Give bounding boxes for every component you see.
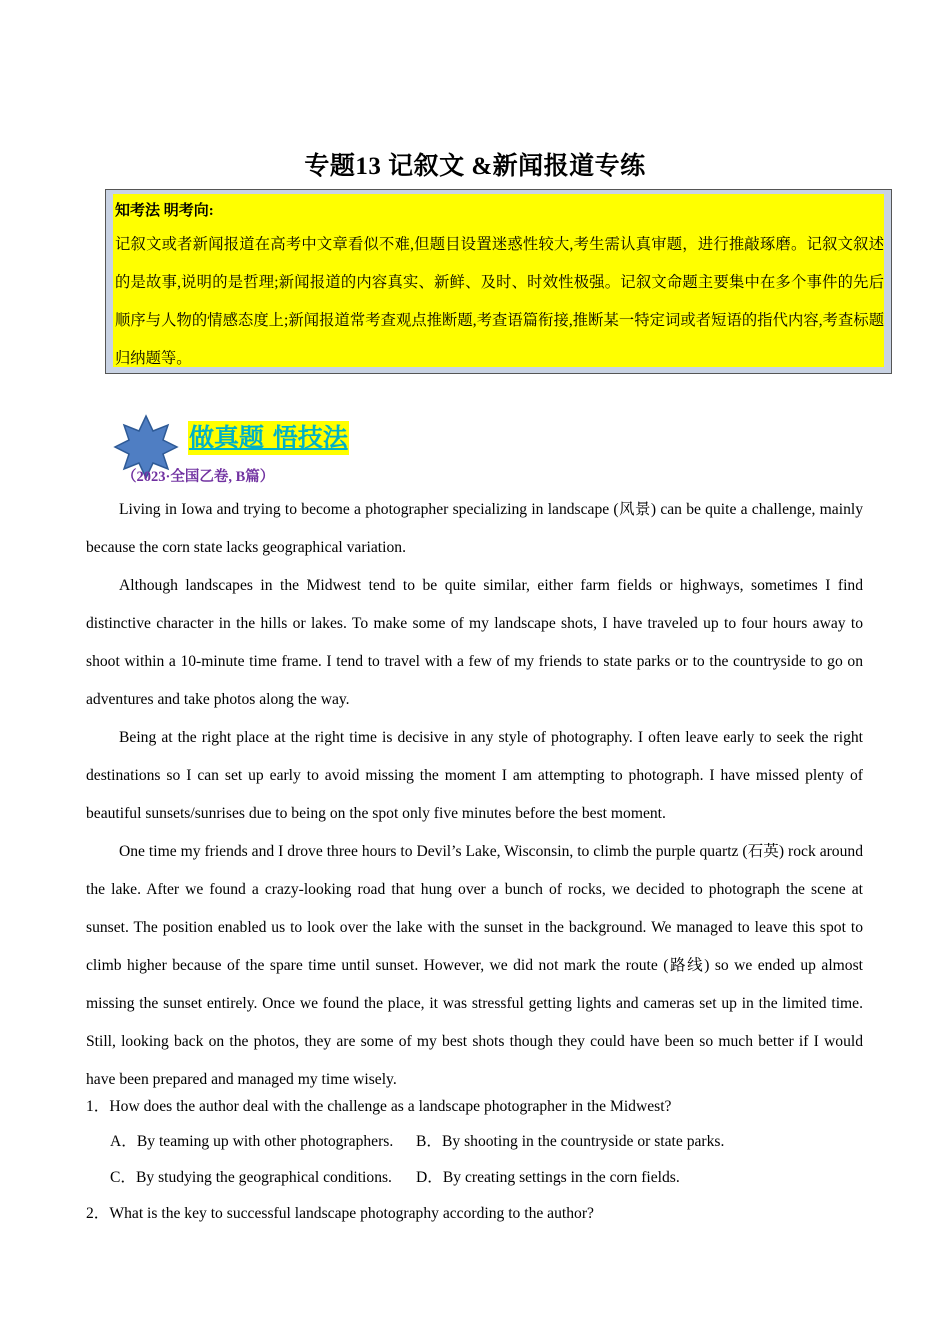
question-1-option-a: A．By teaming up with other photographers.	[110, 1133, 394, 1150]
question-1-option-b: B．By shooting in the countryside or state parks.	[416, 1133, 725, 1150]
passage-paragraph: One time my friends and I drove three hours to Devil’s Lake, Wisconsin, to climb the purple quartz (石英) rock around the lake. After we found a crazy-looking road that hung over a bunch of rocks, we decided to photograph the scene at sunset. The position enabled us to look over the lake with the sunset in the background. We managed to leave this spot to climb higher because of the spare time until sunset. However, we did not mark the route (路线) so we ended up almost missing the sunset entirely. Once we found the place, it was stressful getting lights and cameras set up in the limited time. Still, looking back on the photos, they are some of my best shots though they could have been so much better if I would have been prepared and managed my time wisely.	[86, 843, 863, 1088]
question-1: 1．How does the author deal with the challenge as a landscape photographer in the Midwest?	[86, 1098, 672, 1115]
passage-paragraph: Although landscapes in the Midwest tend to be quite similar, either farm fields or highways, sometimes I find distinctive character in the hills or lakes. To make some of my landscape shots, I have traveled up to four hours away to shoot within a 10-minute time frame. I tend to travel with a few of my friends to state parks or to the countryside to go on adventures and take photos along the way.	[86, 577, 863, 708]
exam-tips-highlight	[113, 194, 884, 367]
question-2: 2．What is the key to successful landscape photography according to the author?	[86, 1205, 594, 1222]
exam-tips-body: 记叙文或者新闻报道在高考中文章看似不难,但题目设置迷惑性较大,考生需认真审题，进行推敲琢磨。记叙文叙述的是故事,说明的是哲理;新闻报道的内容真实、新鲜、及时、时效性极强。记叙文命题主要集中在多个事件的先后顺序与人物的情感态度上;新闻报道常考查观点推断题,考查语篇衔接,推断某一特定词或者短语的指代内容,考查标题归纳题等。	[115, 236, 884, 367]
page-title: 专题13 记叙文 &新闻报道专练	[304, 153, 646, 180]
section-title: 做真题 悟技法	[188, 421, 349, 455]
question-1-option-c: C．By studying the geographical conditions.	[110, 1169, 392, 1186]
passage-source: （2023·全国乙卷, B篇）	[122, 469, 275, 485]
question-1-option-d: D．By creating settings in the corn fields.	[416, 1169, 680, 1186]
passage-paragraph: Being at the right place at the right time is decisive in any style of photography. I often leave early to seek the right destinations so I can set up early to avoid missing the moment I am attempting to photograph. I have missed plenty of beautiful sunsets/sunrises due to being on the spot only five minutes before the best moment.	[86, 729, 863, 822]
reading-passage	[86, 491, 863, 1099]
passage-paragraph: Living in Iowa and trying to become a photographer specializing in landscape (风景) can be quite a challenge, mainly because the corn state lacks geographical variation.	[86, 501, 863, 556]
exam-tips-box	[105, 189, 892, 374]
exam-tips-heading: 知考法 明考向:	[115, 203, 214, 219]
